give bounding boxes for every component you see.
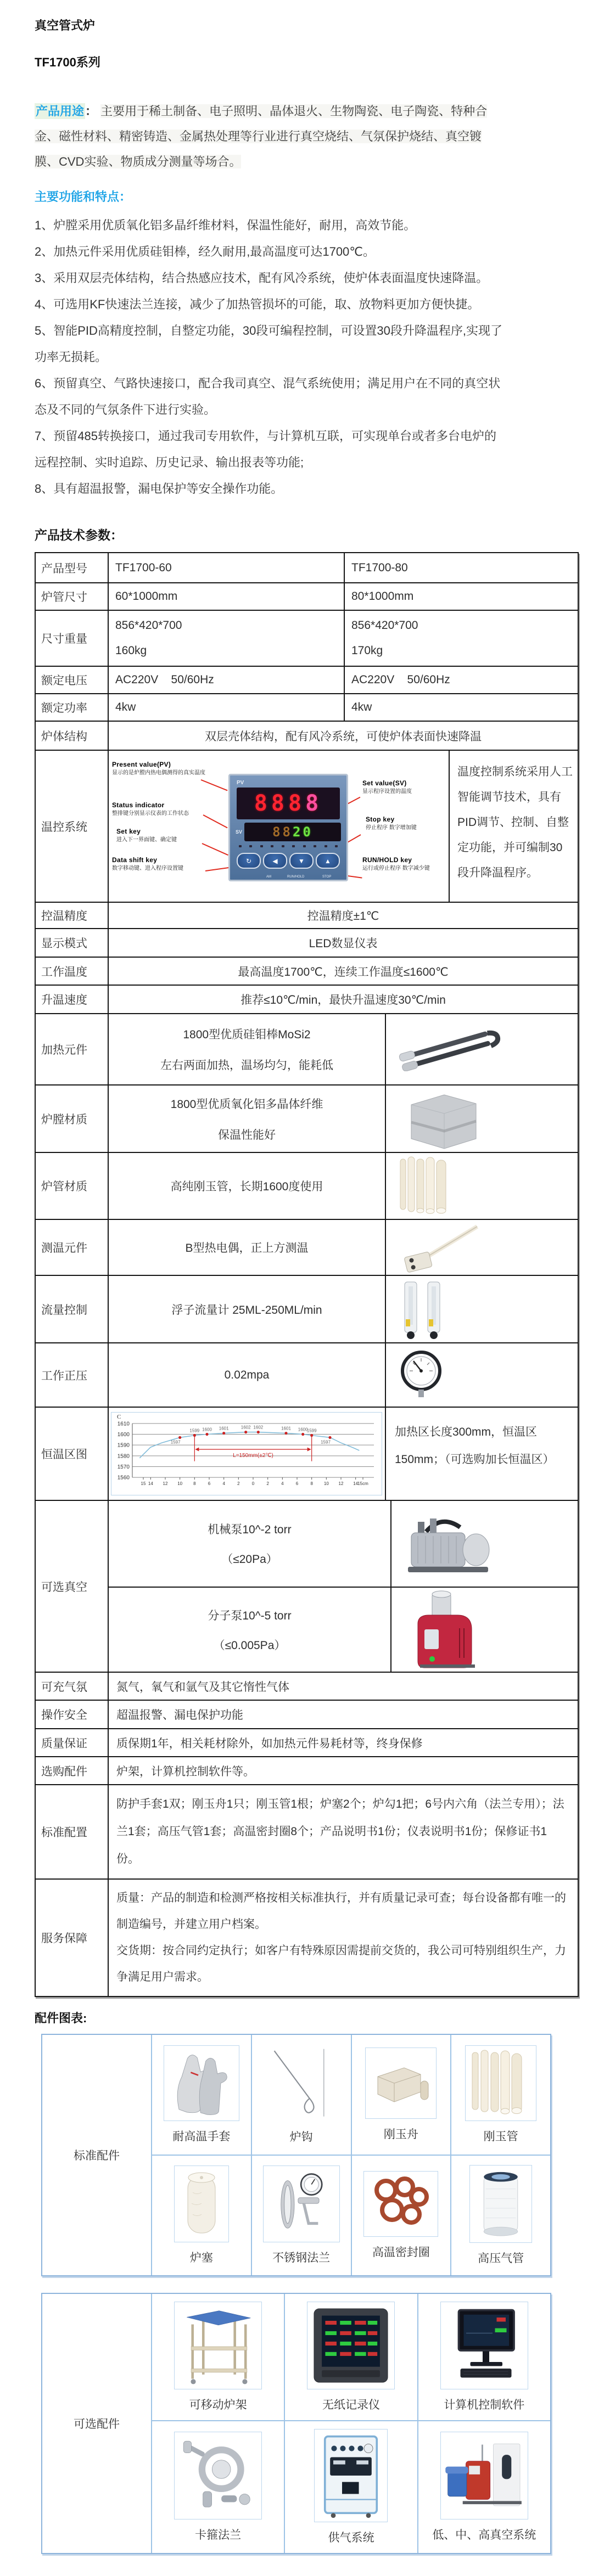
svg-text:8: 8 — [310, 1481, 313, 1487]
stop-button-label: STOP — [322, 875, 332, 879]
stop-button — [316, 853, 340, 869]
pressure-value: 0.02mpa — [224, 1368, 270, 1381]
heater-line1: 1800型优质硅钼棒MoSi2 — [183, 1028, 311, 1041]
row-label: 可选真空 — [41, 1581, 87, 1594]
thermocouple-value: B型热电偶，正上方测温 — [185, 1242, 309, 1255]
gas-supply-system-image — [314, 2429, 388, 2522]
row-label: 炉管尺寸 — [41, 591, 87, 604]
accessory-caption: 刚玉管 — [483, 2130, 518, 2143]
accessory-item — [251, 2035, 351, 2155]
row-label: 质量保证 — [41, 1737, 87, 1750]
svg-text:0: 0 — [251, 1481, 255, 1487]
svg-text:1602: 1602 — [240, 1425, 251, 1430]
accessory-caption: 炉钩 — [289, 2131, 313, 2144]
table-row — [36, 610, 578, 666]
stop-key-annotation — [366, 815, 470, 831]
svg-text:1570: 1570 — [117, 1464, 130, 1470]
furnace-hook-image — [266, 2045, 337, 2122]
pv-annotation-title: Present value(PV) — [112, 761, 171, 768]
optional-accessories-table — [41, 2293, 551, 2554]
accessory-item — [351, 2156, 451, 2275]
row-label: 恒温区图 — [41, 1448, 87, 1461]
row-label: 升温速度 — [41, 994, 87, 1006]
usage-paragraph — [35, 99, 501, 175]
svg-text:L=150mm(±2℃): L=150mm(±2℃) — [233, 1453, 273, 1459]
accessory-row — [152, 2420, 550, 2553]
pressure-pipe-image — [469, 2165, 532, 2243]
accessory-item — [251, 2156, 351, 2275]
accessory-item — [152, 2035, 251, 2155]
svg-text:4: 4 — [222, 1481, 225, 1487]
accessory-caption: 刚玉舟 — [383, 2128, 418, 2141]
svg-text:C: C — [117, 1414, 121, 1420]
table-row — [36, 693, 578, 721]
row-label: 产品型号 — [41, 562, 87, 575]
clamp-flange-image — [174, 2432, 262, 2519]
svg-text:1601: 1601 — [219, 1426, 229, 1431]
pressure-image-cell — [385, 1343, 578, 1407]
display-mode-value: LED数显仪表 — [108, 929, 578, 957]
row-label: 工作正压 — [41, 1369, 87, 1382]
accessory-caption: 炉塞 — [189, 2252, 213, 2264]
svg-text:1610: 1610 — [117, 1421, 130, 1427]
feature-item: 1、炉膛采用优质氧化铝多晶纤维材料，保温性能好，耐用，高效节能。 — [35, 218, 416, 232]
pv-annotation — [112, 761, 216, 777]
sv-annotation-title: Set value(SV) — [362, 779, 407, 787]
svg-text:14: 14 — [148, 1481, 153, 1487]
accessory-item — [351, 2035, 451, 2155]
chamber-image-cell — [385, 1085, 578, 1152]
model-60-value: TF1700-60 — [108, 553, 344, 582]
table-row-uniform-zone — [36, 1407, 578, 1500]
svg-text:15: 15 — [141, 1481, 146, 1487]
vacuum-row-molecular — [109, 1587, 578, 1672]
standard-accessories-label: 标准配件 — [74, 2150, 120, 2162]
accessory-caption: 高温密封圈 — [372, 2246, 430, 2259]
chamber-line1: 1800型优质氧化铝多晶体纤维 — [170, 1098, 323, 1111]
row-label: 显示模式 — [41, 937, 87, 950]
stop-key-desc: 停止程序 数字增加键 — [366, 824, 417, 831]
flow-value: 浮子流量计 25ML-250ML/min — [171, 1303, 322, 1317]
accessory-row — [152, 2294, 550, 2420]
feature-item: 4、可选用KF快速法兰连接，减少了加热管损坏的可能，取、放物料更加方便快捷。 — [35, 297, 480, 311]
row-label: 额定功率 — [41, 702, 87, 715]
controller-buttons — [236, 853, 341, 869]
table-row — [36, 1878, 578, 1996]
feature-item: 7、预留485转换接口，通过我司专用软件，与计算机互联，可实现单台或者多台电炉的远程控制、实时追踪、历史记录、输出报表等功能; — [35, 429, 496, 469]
optional-parts-value: 炉架，计算机控制软件等。 — [108, 1757, 578, 1784]
service-delivery-line: 交货期：按合同约定执行；如客户有特殊原因需提前交货的，我公司可特别组织生产，力争满足用户需求。 — [116, 1944, 566, 1983]
thermocouple-image — [396, 1222, 484, 1273]
gas-fill-value: 氮气，氧气和氩气及其它惰性气体 — [108, 1673, 578, 1700]
model-80-value: TF1700-80 — [344, 553, 578, 582]
thermocouple-description — [108, 1220, 385, 1275]
status-annotation — [112, 801, 216, 817]
table-row — [36, 1728, 578, 1756]
molecular-pump-description — [109, 1588, 390, 1672]
svg-text:15cm: 15cm — [357, 1481, 368, 1487]
computer-software-image — [440, 2302, 528, 2389]
feature-item: 8、具有超温报警，漏电保护等安全操作功能。 — [35, 482, 283, 496]
uniform-chart-cell — [108, 1408, 385, 1500]
dimensions-80: 856*420*700 — [351, 619, 418, 632]
row-label: 加热元件 — [41, 1044, 87, 1056]
warranty-value: 质保期1年，相关耗材除外，如加热元件易耗材等，终身保修 — [108, 1729, 578, 1756]
svg-text:1590: 1590 — [117, 1442, 130, 1449]
pv-display — [237, 788, 340, 819]
heater-line2: 左右两面加热，温场均匀，能耗低 — [160, 1059, 333, 1072]
accessory-item — [284, 2294, 417, 2420]
chamber-description — [108, 1085, 385, 1152]
accessory-caption: 卡箍法兰 — [195, 2529, 242, 2541]
molecular-pump-pa: （≤0.005Pa） — [213, 1639, 286, 1652]
mosi2-heating-rods-image — [396, 1027, 506, 1071]
row-label: 工作温度 — [41, 965, 87, 978]
table-row — [36, 582, 578, 610]
table-row — [36, 1672, 578, 1700]
tube-material-value: 高纯刚玉管，长期1600度使用 — [170, 1180, 323, 1193]
service-quality-line: 质量：产品的制造和检测严格按相关标准执行，并有质量记录可查；每台设备都有唯一的制造编号，并建立用户档案。 — [116, 1892, 566, 1931]
accessory-item — [417, 2421, 550, 2553]
spec-table — [35, 552, 579, 1997]
table-row-temp-control — [36, 750, 578, 902]
table-row — [36, 1700, 578, 1728]
pressure-gauge-image — [396, 1349, 446, 1402]
movable-stand-image — [174, 2302, 262, 2389]
svg-text:1599: 1599 — [189, 1428, 200, 1433]
tube-material-description — [108, 1153, 385, 1219]
heater-image-cell — [385, 1014, 578, 1084]
accessory-item — [152, 2421, 284, 2553]
accessory-row — [152, 2035, 550, 2155]
pv-last-digit: 8 — [305, 791, 323, 816]
status-led-strip — [236, 845, 341, 847]
uniform-zone-description: 加热区长度300mm，恒温区150mm；（可选购加长恒温区） — [385, 1408, 578, 1500]
loop-key-button — [237, 853, 261, 869]
structure-value: 双层壳体结构，配有风冷系统，可使炉体表面快速降温 — [108, 722, 578, 750]
seal-rings-image — [363, 2171, 438, 2237]
row-label: 流量控制 — [41, 1303, 87, 1317]
accessory-caption: 耐高温手套 — [172, 2130, 231, 2143]
row-label: 炉管材质 — [41, 1180, 87, 1193]
series-title: TF1700系列 — [35, 55, 100, 69]
table-row — [36, 957, 578, 985]
feature-item: 3、采用双层壳体结构，结合热感应技术，配有风冷系统，使炉体表面温度快速降温。 — [35, 271, 489, 285]
row-label: 服务保障 — [41, 1932, 87, 1945]
usage-label: 产品用途 — [36, 104, 85, 118]
corundum-tube-image — [465, 2045, 536, 2121]
accessory-caption: 可移动炉架 — [189, 2399, 247, 2411]
pv-digits: 888 — [254, 791, 306, 816]
accessory-caption: 不锈钢法兰 — [272, 2252, 331, 2264]
set-key-title: Set key — [116, 828, 141, 835]
svg-text:1600: 1600 — [202, 1427, 212, 1432]
loop-icon: ↻ — [245, 857, 252, 865]
row-label: 温控系统 — [41, 820, 87, 834]
set-key-desc: 进入下一界面键、确定键 — [116, 836, 177, 843]
standard-accessories-rows — [151, 2035, 550, 2275]
row-label: 选购配件 — [41, 1765, 87, 1778]
shift-key-button — [263, 853, 287, 869]
usage-colon: ： — [85, 104, 98, 118]
set-key-annotation — [116, 828, 221, 843]
heat-resistant-gloves-image — [164, 2045, 239, 2121]
svg-text:1601: 1601 — [281, 1426, 291, 1431]
size-weight-80 — [344, 611, 578, 666]
flow-image-cell — [385, 1276, 578, 1342]
accessory-item — [450, 2156, 550, 2275]
controller-diagram-cell — [108, 751, 449, 902]
row-label: 测温元件 — [41, 1242, 87, 1255]
tube-size-80: 80*1000mm — [344, 583, 578, 610]
sv-row — [236, 823, 341, 841]
run-hold-desc: 运行或停止程序 数字减少键 — [362, 865, 430, 871]
accessory-caption: 无纸记录仪 — [322, 2399, 380, 2411]
row-label: 炉膛材质 — [41, 1113, 87, 1126]
svg-text:6: 6 — [208, 1481, 211, 1487]
optional-accessories-label: 可选配件 — [74, 2418, 120, 2431]
data-shift-title: Data shift key — [112, 856, 158, 864]
controller-panel — [228, 774, 348, 881]
weight-80: 170kg — [351, 644, 383, 657]
data-shift-desc: 数字移动键、进入程序设置键 — [112, 865, 183, 871]
voltage-80: AC220V 50/60Hz — [344, 667, 578, 693]
accessory-caption: 低、中、高真空系统 — [432, 2529, 536, 2541]
svg-text:1600: 1600 — [117, 1432, 130, 1438]
svg-text:12: 12 — [338, 1481, 344, 1487]
uniform-zone-chart — [111, 1412, 382, 1495]
sv-tag: SV — [236, 829, 243, 835]
table-row — [36, 1084, 578, 1152]
accuracy-value: 控温精度±1℃ — [108, 903, 578, 928]
svg-text:10: 10 — [323, 1481, 329, 1487]
accessory-caption: 高压气管 — [478, 2252, 524, 2265]
flow-description — [108, 1276, 385, 1342]
table-row-vacuum — [36, 1500, 578, 1672]
service-value — [108, 1880, 578, 1996]
optional-accessories-rows — [151, 2294, 550, 2553]
table-row — [36, 985, 578, 1013]
dimensions-60: 856*420*700 — [115, 619, 182, 632]
power-60: 4kw — [108, 694, 344, 721]
standard-config-value: 防护手套1双；刚玉舟1只；刚玉管1根；炉塞2个；炉勾1把；6号内六角（法兰专用）；法兰1套；高压气管1套；高温密封圈8个；产品说明书1份；仪表说明书1份；保修证书1份。 — [108, 1785, 578, 1878]
status-annotation-title: Status indicator — [112, 801, 165, 809]
accessory-item — [152, 2156, 251, 2275]
usage-text: 主要用于稀土制备、电子照明、晶体退火、生物陶瓷、电子陶瓷、特种合金、磁性材料、精密铸造、金属热处理等行业进行真空烧结、气氛保护烧结、真空镀膜、CVD实验、物质成分测量等场合。 — [35, 104, 488, 168]
accessory-caption: 供气系统 — [328, 2532, 374, 2544]
pv-annotation-desc: 显示的是炉膛内热电偶测得的真实温度 — [112, 769, 205, 776]
table-row — [36, 666, 578, 693]
table-row — [36, 1013, 578, 1084]
specs-heading: 产品技术参数： — [35, 528, 123, 542]
sv-digits-green: 20 — [293, 824, 313, 840]
features-list — [35, 212, 502, 502]
power-80: 4kw — [344, 694, 578, 721]
table-row — [36, 553, 578, 582]
features-heading: 主要功能和特点： — [35, 190, 132, 204]
svg-text:4: 4 — [281, 1481, 284, 1487]
voltage-60: AC220V 50/60Hz — [108, 667, 344, 693]
pressure-description — [108, 1343, 385, 1407]
stop-key-title: Stop key — [366, 815, 395, 823]
run-hold-annotation — [362, 856, 467, 872]
page-title: 真空管式炉 — [35, 19, 96, 32]
row-label: 可充气氛 — [41, 1680, 87, 1694]
mechanical-pump-image — [401, 1505, 495, 1582]
table-row — [36, 721, 578, 750]
mechanical-pump-spec: 机械泵10^-2 torr — [208, 1523, 292, 1536]
safety-value: 超温报警、漏电保护功能 — [108, 1701, 578, 1728]
svg-text:1560: 1560 — [117, 1475, 130, 1481]
molecular-pump-image-cell — [390, 1588, 578, 1672]
molecular-pump-image — [401, 1590, 484, 1669]
table-row — [36, 1152, 578, 1219]
row-label: 控温精度 — [41, 910, 87, 923]
tube-material-image-cell — [385, 1153, 578, 1219]
svg-text:2: 2 — [266, 1481, 269, 1487]
tube-size-60: 60*1000mm — [108, 583, 344, 610]
sv-display — [244, 823, 341, 841]
row-label: 额定电压 — [41, 674, 87, 687]
vacuum-system-image — [440, 2432, 528, 2519]
status-annotation-desc: 整排键分别显示仪表的工作状态 — [112, 810, 189, 817]
svg-text:1602: 1602 — [253, 1425, 264, 1430]
temp-control-description: 温度控制系统采用人工智能调节技术，具有PID调节、控制、自整定功能，并可编制30段升降温程序。 — [449, 751, 578, 902]
up-arrow-icon: ▲ — [325, 857, 331, 865]
paperless-recorder-image — [307, 2302, 395, 2389]
feature-item: 6、预留真空、气路快速接口，配合我司真空、混气系统使用；满足用户在不同的真空状态及不同的气氛条件下进行实验。 — [35, 376, 501, 417]
accessory-item — [152, 2294, 284, 2420]
mechanical-pump-image-cell — [390, 1501, 578, 1587]
table-row — [36, 1756, 578, 1784]
sv-annotation — [362, 779, 467, 795]
temp-controller-diagram — [109, 751, 448, 901]
table-row — [36, 1275, 578, 1342]
sv-annotation-desc: 显示程序设置的温度 — [362, 788, 412, 795]
svg-text:2: 2 — [237, 1481, 240, 1487]
row-label: 尺寸重量 — [41, 633, 87, 645]
runhold-button-label: RUN/HOLD — [287, 875, 305, 879]
corundum-tubes-image — [396, 1156, 462, 1216]
run-hold-title: RUN/HOLD key — [362, 856, 412, 864]
pv-tag: PV — [237, 780, 244, 786]
svg-text:14: 14 — [353, 1481, 359, 1487]
heater-description — [108, 1014, 385, 1084]
down-arrow-icon: ▼ — [298, 857, 305, 865]
row-label: 炉体结构 — [41, 730, 87, 743]
svg-text:1597: 1597 — [170, 1439, 181, 1445]
table-row — [36, 1219, 578, 1275]
annotation-arrow — [201, 779, 228, 791]
accessory-row — [152, 2155, 550, 2275]
size-weight-60 — [108, 611, 344, 666]
svg-text:1580: 1580 — [117, 1453, 130, 1460]
thermocouple-image-cell — [385, 1220, 578, 1275]
row-label: 操作安全 — [41, 1709, 87, 1722]
run-hold-button — [289, 853, 314, 869]
table-row — [36, 1784, 578, 1878]
heat-rate-value: 推荐≤10℃/min，最快升温速度30℃/min — [108, 986, 578, 1013]
feature-item: 5、智能PID高精度控制，自整定功能，30段可编程控制，可设置30段升降温程序,实现了功率无损耗。 — [35, 324, 502, 364]
accessory-item — [417, 2294, 550, 2420]
svg-text:8: 8 — [193, 1481, 196, 1487]
table-row — [36, 928, 578, 957]
svg-text:1599: 1599 — [306, 1428, 317, 1433]
svg-text:1600: 1600 — [298, 1427, 308, 1432]
furnace-plug-image — [174, 2166, 229, 2242]
weight-60: 160kg — [115, 644, 147, 657]
svg-text:6: 6 — [295, 1481, 299, 1487]
standard-accessories-table — [41, 2034, 551, 2276]
accessories-heading: 配件图表: — [35, 2011, 87, 2025]
table-row — [36, 1342, 578, 1407]
feature-item: 2、加热元件采用优质硅钼棒，经久耐用,最高温度可达1700℃。 — [35, 245, 375, 258]
mechanical-pump-pa: （≤20Pa） — [221, 1553, 278, 1566]
svg-text:12: 12 — [163, 1481, 168, 1487]
work-temp-value: 最高温度1700℃，连续工作温度≤1600℃ — [108, 958, 578, 985]
row-label: 标准配置 — [41, 1826, 87, 1839]
table-row — [36, 902, 578, 928]
svg-text:1597: 1597 — [321, 1439, 331, 1445]
mechanical-pump-description — [109, 1501, 390, 1587]
data-shift-annotation — [112, 856, 216, 872]
chamber-line2: 保温性能好 — [218, 1128, 276, 1141]
vacuum-options — [108, 1501, 578, 1672]
accessory-caption: 计算机控制软件 — [444, 2399, 525, 2411]
am-button-label: AM — [266, 875, 271, 879]
vacuum-row-mechanical — [109, 1501, 578, 1587]
corundum-boat-image — [365, 2048, 437, 2119]
stainless-flange-image — [263, 2166, 340, 2242]
ceramic-fiber-block-image — [396, 1088, 484, 1150]
flowmeters-image — [396, 1279, 451, 1340]
svg-text:10: 10 — [177, 1481, 183, 1487]
annotation-arrow — [202, 843, 228, 856]
accessory-item — [284, 2421, 417, 2553]
left-arrow-icon: ◀ — [272, 857, 278, 865]
sv-digits-dim: 88 — [272, 824, 293, 840]
molecular-pump-spec: 分子泵10^-5 torr — [208, 1609, 292, 1622]
accessory-item — [450, 2035, 550, 2155]
